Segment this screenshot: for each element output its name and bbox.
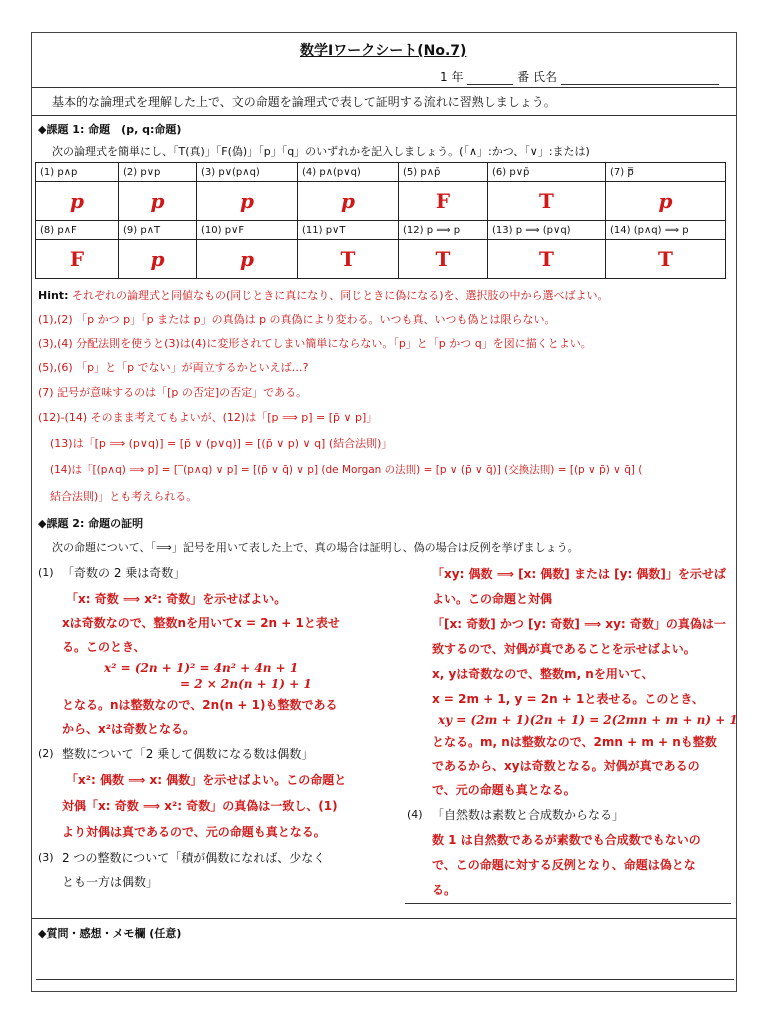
- answer-line: となる。m, nは整数なので、2mn + m + nも整数: [432, 735, 717, 749]
- hint-label: Hint:: [38, 289, 69, 302]
- answer-line: で、元の命題も真となる。: [432, 783, 576, 797]
- table-header-cell: (13) p ⟹ (p∨q): [488, 221, 606, 240]
- table-header-cell: (3) p∨(p∧q): [197, 163, 298, 182]
- equation-line: x² = (2n + 1)² = 4n² + 4n + 1: [104, 661, 299, 675]
- hint-line: (1),(2) 「p かつ p」「p または p」の真偽は p の真偽により変わる。いつも真、いつも偽とは限らない。: [38, 313, 556, 326]
- equation-line: = 2 × 2n(n + 1) + 1: [180, 677, 312, 691]
- table-header-cell: (2) p∨p: [119, 163, 197, 182]
- divider: [405, 903, 731, 904]
- question-text: 2 つの整数について「積が偶数になれば、少なく: [62, 851, 326, 865]
- table-header-cell: (10) p∨F: [197, 221, 298, 240]
- table-header-cell: (7) p̿: [606, 163, 726, 182]
- question-number: (4): [407, 808, 423, 821]
- class-number-field[interactable]: [467, 84, 513, 85]
- table-row: [36, 240, 726, 279]
- answer-line: となる。nは整数なので、2n(n + 1)も整数である: [62, 698, 338, 712]
- answer-cell[interactable]: p: [298, 182, 399, 221]
- hint-line: [38, 287, 609, 303]
- answer-line: 「x: 奇数 ⟹ x²: 奇数」を示せばよい。: [66, 592, 287, 606]
- question-number: (2): [38, 747, 54, 760]
- divider: [32, 87, 736, 88]
- table-header-cell: (5) p∧p̄: [399, 163, 488, 182]
- table-header-cell: (8) p∧F: [36, 221, 119, 240]
- divider: [32, 115, 736, 116]
- name-label: 氏名: [532, 70, 557, 84]
- hint-line: (7) 記号が意味するのは「[p の否定]の否定」である。: [38, 386, 308, 399]
- question-number: (1): [38, 566, 54, 579]
- answer-line: よい。この命題と対偶: [432, 592, 553, 606]
- question-text: 「自然数は素数と合成数からなる」: [432, 808, 625, 822]
- answer-line: x, yは奇数なので、整数m, nを用いて、: [432, 667, 654, 681]
- table-header-cell: (4) p∧(p∨q): [298, 163, 399, 182]
- table-row: [36, 163, 726, 182]
- divider: [32, 918, 736, 919]
- answer-line: であるから、xyは奇数となる。対偶が真であるの: [432, 759, 700, 773]
- question-text: 「奇数の 2 乗は奇数」: [62, 566, 186, 580]
- task2-instruction: 次の命題について、「⟹」記号を用いて表した上で、真の場合は証明し、偽の場合は反例を挙げましょう。: [52, 541, 579, 554]
- task2-heading: ◆課題 2: 命題の証明: [38, 517, 144, 530]
- answer-cell[interactable]: p: [119, 182, 197, 221]
- table-header-cell: (14) (p∧q) ⟹ p: [606, 221, 726, 240]
- answer-cell[interactable]: T: [606, 240, 726, 279]
- answer-line: 「[x: 奇数] かつ [y: 奇数] ⟹ xy: 奇数」の真偽は一: [432, 617, 726, 631]
- hint-line: (13)は「[p ⟹ (p∨q)] = [p̄ ∨ (p∨q)] = [(p̄ ∨ p) ∨ q] (結合法則)」: [50, 437, 393, 450]
- table-header-cell: (11) p∨T: [298, 221, 399, 240]
- answer-cell[interactable]: p: [197, 240, 298, 279]
- answer-line: x = 2m + 1, y = 2n + 1と表せる。このとき、: [432, 692, 704, 706]
- answer-cell[interactable]: F: [36, 240, 119, 279]
- question-text: とも一方は偶数」: [62, 875, 159, 889]
- answer-line: 「xy: 偶数 ⟹ [x: 偶数] または [y: 偶数]」を示せば: [432, 567, 726, 581]
- class-label: 番: [517, 70, 530, 84]
- answer-cell[interactable]: p: [606, 182, 726, 221]
- page-title: 数学Ⅰワークシート(No.7): [300, 43, 467, 59]
- answer-line: から、x²は奇数となる。: [62, 722, 195, 736]
- answer-line: 数 1 は自然数であるが素数でも合成数でもないの: [432, 833, 701, 847]
- grade-label: 1 年: [440, 70, 464, 84]
- hint-text: それぞれの論理式と同値なもの(同じときに真になり、同じときに偽になる)を、選択肢の中から選べばよい。: [71, 289, 609, 302]
- task1-heading: ◆課題 1: 命題 (p, q:命題): [38, 123, 182, 136]
- question-number: (3): [38, 851, 54, 864]
- question-text: 整数について「2 乗して偶数になる数は偶数」: [62, 747, 314, 761]
- table-header-cell: (6) p∨p̄: [488, 163, 606, 182]
- memo-heading: ◆質問・感想・メモ欄 (任意): [38, 927, 182, 940]
- answer-line: より対偶は真であるので、元の命題も真となる。: [62, 825, 326, 839]
- answer-cell[interactable]: T: [298, 240, 399, 279]
- answer-cell[interactable]: T: [488, 240, 606, 279]
- logic-answer-table: [35, 162, 726, 279]
- answer-cell[interactable]: F: [399, 182, 488, 221]
- answer-line: xは奇数なので、整数nを用いてx = 2n + 1と表せ: [62, 616, 340, 630]
- hint-line: (12)-(14) そのまま考えてもよいが、(12)は「[p ⟹ p] = [p̄ ∨ p]」: [38, 411, 378, 424]
- table-header-cell: (1) p∧p: [36, 163, 119, 182]
- hint-line: (3),(4) 分配法則を使うと(3)は(4)に変形されてしまい簡単にならない。「p」と「p かつ q」を図に描くとよい。: [38, 337, 592, 350]
- answer-line: 「x²: 偶数 ⟹ x: 偶数」を示せばよい。この命題と: [66, 773, 347, 787]
- table-row: [36, 221, 726, 240]
- memo-writing-line[interactable]: [36, 979, 734, 980]
- answer-cell[interactable]: T: [399, 240, 488, 279]
- answer-line: で、この命題に対する反例となり、命題は偽とな: [432, 858, 696, 872]
- equation-line: xy = (2m + 1)(2n + 1) = 2(2mn + m + n) + 1: [438, 713, 738, 727]
- answer-cell[interactable]: p: [119, 240, 197, 279]
- name-field[interactable]: [561, 84, 719, 85]
- hint-line: 結合法則)」とも考えられる。: [50, 490, 198, 503]
- task1-instruction: 次の論理式を簡単にし、「T(真)」「F(偽)」「p」「q」のいずれかを記入しましょう。(「∧」:かつ、「∨」:または): [52, 145, 590, 158]
- hint-line: (14)は「[(p∧q) ⟹ p] = [‾(p∧q) ∨ p] = [(p̄ ∨ q̄) ∨ p] (de Morgan の法則) = [p ∨ (p̄ ∨ q̄)] (交換法則) = [(p ∨ p̄) ∨ q̄] (: [50, 464, 643, 476]
- student-info-line: [440, 68, 719, 85]
- answer-cell[interactable]: T: [488, 182, 606, 221]
- answer-line: 致するので、対偶が真であることを示せばよい。: [432, 642, 696, 656]
- answer-cell[interactable]: p: [36, 182, 119, 221]
- answer-line: る。このとき、: [62, 640, 146, 654]
- answer-cell[interactable]: p: [197, 182, 298, 221]
- table-header-cell: (9) p∧T: [119, 221, 197, 240]
- table-header-cell: (12) p ⟹ p: [399, 221, 488, 240]
- hint-line: (5),(6) 「p」と「p でない」が両立するかといえば…?: [38, 361, 309, 374]
- table-row: [36, 182, 726, 221]
- intro-text: 基本的な論理式を理解した上で、文の命題を論理式で表して証明する流れに習熟しましょう。: [52, 95, 556, 109]
- answer-line: 対偶「x: 奇数 ⟹ x²: 奇数」の真偽は一致し、(1): [62, 799, 338, 813]
- answer-line: る。: [432, 883, 457, 897]
